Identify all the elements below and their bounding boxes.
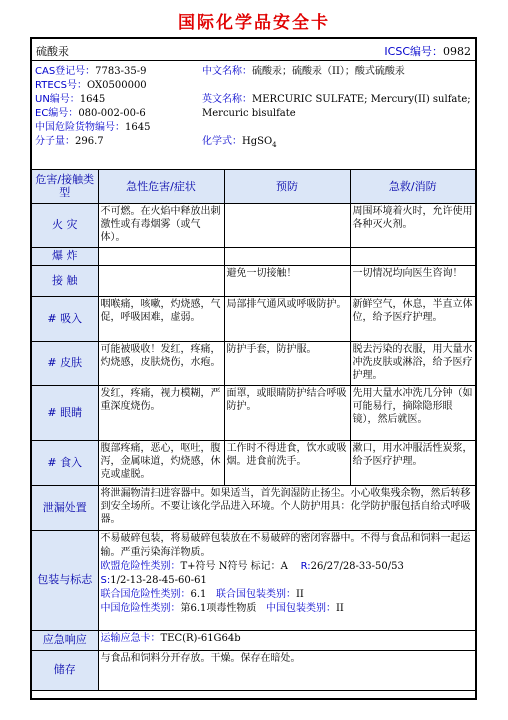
emergency-cell xyxy=(98,630,475,650)
hazard-table xyxy=(32,170,475,691)
table-header-row xyxy=(32,170,475,203)
cas-value: 7783-35-9 xyxy=(95,66,147,77)
s-phrase-label: S: xyxy=(100,574,111,586)
explosion-prevention xyxy=(224,247,350,265)
spill-text: 将泄漏物清扫进容器中。如果适当，首先润湿防止扬尘。小心收集残余物，然后转移到安全场所。不要让该化学品进入环境。个人防护用具：化学防护服包括自给式呼吸器。 xyxy=(98,485,475,530)
ingestion-hazard: 腹部疼痛，恶心，呕吐，腹泻，金属味道，灼烧感，休克或虚脱。 xyxy=(98,440,224,485)
col-header-first-aid: 急救/消防 xyxy=(350,170,475,203)
cn-hazard-label: 中国危险性类别： xyxy=(100,602,181,614)
skin-aid: 脱去污染的衣服，用大量水冲洗皮肤或淋浴，给予医疗护理。 xyxy=(350,341,475,385)
row-label-spill: 泄漏处置 xyxy=(32,485,98,530)
eu-hazard-line xyxy=(101,560,474,574)
packaging-cell xyxy=(98,530,475,630)
inhalation-prevention: 局部排气通风或呼吸防护。 xyxy=(224,296,350,341)
table-row xyxy=(32,247,475,265)
spill-row xyxy=(32,485,475,530)
cn-class-line xyxy=(101,602,474,616)
icsc-label: ICSC编号： xyxy=(384,45,443,58)
cn-hazard-value: 第6.1项毒性物质 xyxy=(180,602,257,614)
english-name-label: 英文名称： xyxy=(202,94,252,105)
s-phrase-line xyxy=(101,574,474,588)
packaging-row xyxy=(32,530,475,630)
eu-hazard-label: 欧盟危险性类别： xyxy=(100,560,181,572)
s-phrase-value: 1/2-13-28-45-60-61 xyxy=(110,574,207,586)
formula-subscript: 4 xyxy=(272,141,277,149)
chinese-name-value: 硫酸汞；硫酸汞（II）；酸式硫酸汞 xyxy=(252,66,405,77)
un-class-line xyxy=(101,588,474,602)
formula-label: 化学式： xyxy=(202,136,242,147)
skin-prevention: 防护手套，防护服。 xyxy=(224,341,350,385)
skin-hazard: 可能被吸收！发红，疼痛，灼烧感，皮肤烧伤，水疱。 xyxy=(98,341,224,385)
table-row xyxy=(32,440,475,485)
safety-card xyxy=(30,37,477,700)
contact-hazard xyxy=(98,265,224,296)
row-label-fire: 火 灾 xyxy=(32,203,98,247)
ingestion-prevention: 工作时不得进食，饮水或吸烟。进食前洗手。 xyxy=(224,440,350,485)
inhalation-hazard: 咽喉痛，咳嗽，灼烧感，气促，呼吸困难，虚弱。 xyxy=(98,296,224,341)
un-label: UN编号： xyxy=(35,94,80,105)
table-row xyxy=(32,296,475,341)
emergency-row xyxy=(32,630,475,650)
cn-pack-value: II xyxy=(335,602,344,614)
table-row xyxy=(32,203,475,247)
eu-hazard-value: T+符号 N符号 标记：A xyxy=(180,560,288,572)
identifiers-left xyxy=(35,65,200,149)
icsc-number xyxy=(384,43,471,59)
cn-dangerous-goods-label: 中国危险货物编号： xyxy=(35,122,125,133)
page-title: 国际化学品安全卡 xyxy=(178,13,330,33)
row-label-storage: 储存 xyxy=(32,650,98,690)
un-pack-label: 联合国包装类别： xyxy=(215,588,296,600)
contact-prevention: 避免一切接触！ xyxy=(224,265,350,296)
row-label-inhalation: # 吸入 xyxy=(32,296,98,341)
row-label-explosion: 爆 炸 xyxy=(32,247,98,265)
ingestion-aid: 漱口，用水冲服活性炭浆，给予医疗护理。 xyxy=(350,440,475,485)
emergency-card-label: 运输应急卡： xyxy=(100,632,161,644)
r-phrase-label: R: xyxy=(300,560,311,572)
row-label-emergency: 应急响应 xyxy=(32,630,98,650)
cn-pack-label: 中国包装类别： xyxy=(265,602,336,614)
explosion-aid xyxy=(350,247,475,265)
eyes-prevention: 面罩，或眼睛防护结合呼吸防护。 xyxy=(224,385,350,440)
un-hazard-value: 6.1 xyxy=(190,588,207,600)
un-hazard-label: 联合国危险性类别： xyxy=(100,588,191,600)
col-header-type: 危害/接触类型 xyxy=(32,170,98,203)
eyes-hazard: 发红，疼痛，视力模糊，严重深度烧伤。 xyxy=(98,385,224,440)
card-header xyxy=(32,39,475,61)
row-label-skin: # 皮肤 xyxy=(32,341,98,385)
emergency-card-value: TEC(R)-61G64b xyxy=(160,632,241,644)
fire-aid: 周围环境着火时，允许使用各种灭火剂。 xyxy=(350,203,475,247)
icsc-value: 0982 xyxy=(443,45,471,58)
un-value: 1645 xyxy=(79,94,106,105)
english-name-value: MERCURIC SULFATE; Mercury(II) sulfate; Mercuric bisulfate xyxy=(202,94,471,119)
ec-label: EC编号： xyxy=(35,108,79,119)
rtecs-value: OX0500000 xyxy=(86,80,147,91)
col-header-hazard: 急性危害/症状 xyxy=(98,170,224,203)
explosion-hazard xyxy=(98,247,224,265)
molecular-weight-value: 296.7 xyxy=(75,136,104,147)
col-header-prevention: 预防 xyxy=(224,170,350,203)
chemical-name: 硫酸汞 xyxy=(36,45,69,58)
table-row xyxy=(32,385,475,440)
ec-value: 080-002-00-6 xyxy=(78,108,146,119)
molecular-weight-label: 分子量： xyxy=(35,136,75,147)
packaging-text: 不易破碎包装，将易破碎包装放在不易破碎的密闭容器中。不得与食品和饲料一起运输。严重污染海洋物质。 xyxy=(100,532,471,558)
r-phrase-value: 26/27/28-33-50/53 xyxy=(310,560,404,572)
un-pack-value: II xyxy=(295,588,304,600)
formula-value: HgSO xyxy=(242,136,273,147)
storage-row xyxy=(32,650,475,690)
identifiers-section xyxy=(32,61,475,170)
eyes-aid: 先用大量水冲洗几分钟（如可能易行，摘除隐形眼镜），然后就医。 xyxy=(350,385,475,440)
storage-text: 与食品和饲料分开存放。干燥。保存在暗处。 xyxy=(98,650,475,690)
table-row xyxy=(32,341,475,385)
table-row xyxy=(32,265,475,296)
row-label-ingestion: # 食入 xyxy=(32,440,98,485)
fire-hazard: 不可燃。在火焰中释放出刺激性或有毒烟雾（或气体）。 xyxy=(98,203,224,247)
inhalation-aid: 新鲜空气，休息，半直立体位，给予医疗护理。 xyxy=(350,296,475,341)
rtecs-label: RTECS号： xyxy=(35,80,87,91)
fire-prevention xyxy=(224,203,350,247)
cas-label: CAS登记号： xyxy=(35,66,96,77)
row-label-packaging: 包装与标志 xyxy=(32,530,98,630)
contact-aid: 一切情况均向医生咨询！ xyxy=(350,265,475,296)
chinese-name-label: 中文名称： xyxy=(202,66,252,77)
row-label-eyes: # 眼睛 xyxy=(32,385,98,440)
row-label-contact: 接 触 xyxy=(32,265,98,296)
cn-dangerous-goods-value: 1645 xyxy=(125,122,151,133)
identifiers-right xyxy=(202,65,472,149)
